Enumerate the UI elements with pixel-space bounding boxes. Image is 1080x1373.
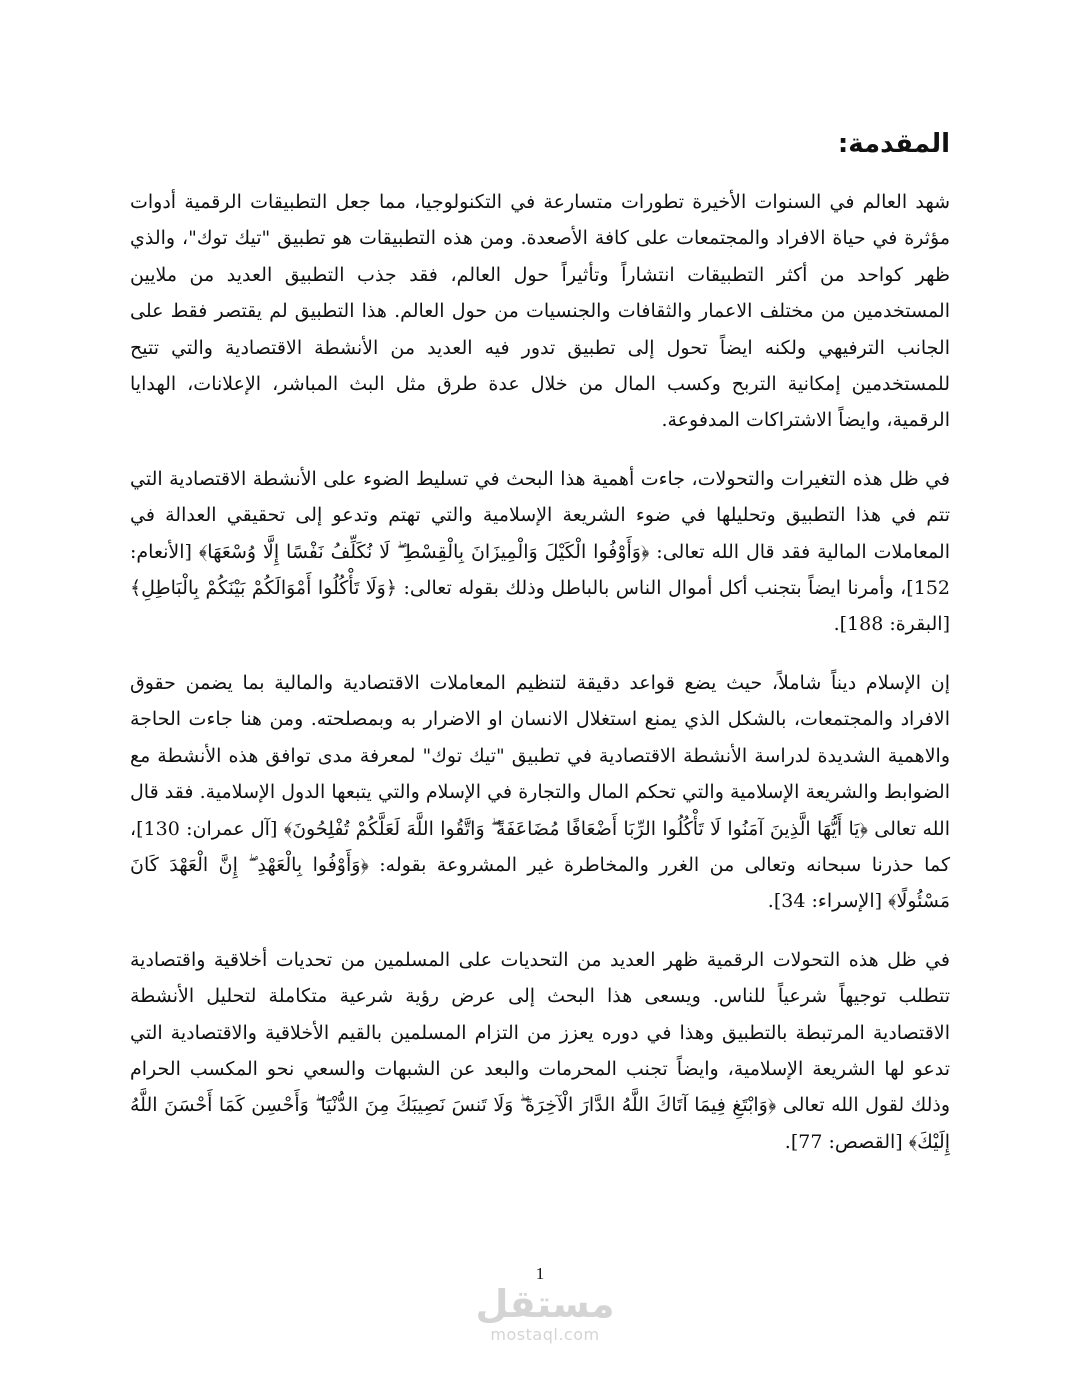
mostaql-watermark [470, 1282, 620, 1350]
quran-verse: ﴿وَابْتَغِ فِيمَا آتَاكَ اللَّهُ الدَّارَ الْآخِرَةَ ۖ وَلَا تَنسَ نَصِيبَكَ مِنَ الدُّنْيَا ۖ وَأَحْسِن كَمَا أَحْسَنَ اللَّهُ إِلَيْكَ﴾ [130, 1094, 950, 1153]
paragraph-text: [البقرة: 188]. [833, 613, 950, 636]
paragraph-text: إن الإسلام ديناً شاملاً، حيث يضع قواعد دقيقة لتنظيم المعاملات الاقتصادية والمالية بما يضمن حقوق الافراد والمجتمعات، بالشكل الذي يمنع استغلال الانسان او الاضرار به وبمصلحته. ومن هنا جاءت الحاجة والاهمية الشديدة لدراسة الأنشطة الاقتصادية في تطبيق "تيك توك" لمعرفة مدى توافق هذه الأنشطة مع الضوابط والشريعة الإسلامية والتي تحكم المال والتجارة في الإسلام والتي يتبعها الدول الإسلامية. فقد قال الله تعالى [130, 671, 950, 840]
paragraph-text: في ظل هذه التحولات الرقمية ظهر العديد من التحديات على المسلمين من تحديات أخلاقية واقتصادية تتطلب توجيهاً شرعياً للناس. ويسعى هذا البحث إلى عرض رؤية شرعية متكاملة لتحليل الأنشطة الاقتصادية المرتبطة بالتطبيق وهذا في دوره يعزز من التزام المسلمين بالقيم الأخلاقية والاقتصادية التي تدعو لها الشريعة الإسلامية، وايضاً تجنب المحرمات والبعد عن الشبهات والسعي نحو المكسب الحرام وذلك لقول الله تعالى [130, 948, 951, 1117]
watermark-url: mostaql.com [490, 1325, 600, 1344]
page-number: 1 [535, 1264, 545, 1283]
paragraph-3 [130, 665, 950, 920]
section-title: المقدمة: [837, 129, 950, 159]
paragraph-text: [الأنعام: 152]، وأمرنا ايضاً بتجنب أكل أموال الناس بالباطل وذلك بقوله تعالى: [130, 540, 950, 600]
paragraph-text: [الإسراء: 34]. [767, 890, 889, 913]
watermark-logo-text: مستقل [475, 1282, 615, 1326]
document-body [130, 118, 950, 1182]
quran-verse: ﴿وَأَوْفُوا الْكَيْلَ وَالْمِيزَانَ بِالْقِسْطِ ۖ لَا نُكَلِّفُ نَفْسًا إِلَّا وُسْعَهَا﴾ [198, 540, 650, 563]
quran-verse: ﴿يَا أَيُّهَا الَّذِينَ آمَنُوا لَا تَأْكُلُوا الرِّبَا أَضْعَافًا مُضَاعَفَةً ۖ وَاتَّقُوا اللَّهَ لَعَلَّكُمْ تُفْلِحُونَ﴾ [283, 817, 868, 840]
paragraph-2 [130, 461, 950, 643]
quran-verse: ﴿وَلَا تَأْكُلُوا أَمْوَالَكُمْ بَيْنَكُمْ بِالْبَاطِلِ﴾ [130, 577, 397, 600]
paragraph-4 [130, 942, 950, 1160]
paragraph-1 [130, 184, 950, 439]
paragraph-text: في ظل هذه التغيرات والتحولات، جاءت أهمية هذا البحث في تسليط الضوء على الأنشطة الاقتصادية التي تتم في هذا التطبيق وتحليلها في ضوء الشريعة الإسلامية والتي تهتم وتدعو إلى تحقيقي العدالة في المعاملات المالية فقد قال الله تعالى: [130, 467, 950, 563]
quran-verse: ﴿وَأَوْفُوا بِالْعَهْدِ ۖ إِنَّ الْعَهْدَ كَانَ مَسْئُولًا﴾ [130, 853, 950, 913]
paragraph-text: [القصص: 77]. [784, 1130, 909, 1153]
paragraph-text: [آل عمران: 130]، كما حذرنا سبحانه وتعالى من الغرر والمخاطرة غير المشروعة بقوله: [130, 817, 950, 876]
paragraph-text: شهد العالم في السنوات الأخيرة تطورات متسارعة في التكنولوجيا، مما جعل التطبيقات الرقمية أدوات مؤثرة في حياة الافراد والمجتمعات على كافة الأصعدة. ومن هذه التطبيقات هو تطبيق "تيك توك"، والذي ظهر كواحد من أكثر التطبيقات انتشاراً وتأثيراً حول العالم، فقد جذب التطبيق العديد من ملايين المستخدمين من مختلف الاعمار والثقافات والجنسيات من حول العالم. هذا التطبيق لم يقتصر فقط على الجانب الترفيهي ولكنه ايضاً تحول إلى تطبيق تدور فيه العديد من الأنشطة الاقتصادية والتي تتيح للمستخدمين إمكانية التربح وكسب المال من خلال عدة طرق مثل البث المباشر، الإعلانات، الهدايا الرقمية، وايضاً الاشتراكات المدفوعة. [130, 191, 950, 432]
